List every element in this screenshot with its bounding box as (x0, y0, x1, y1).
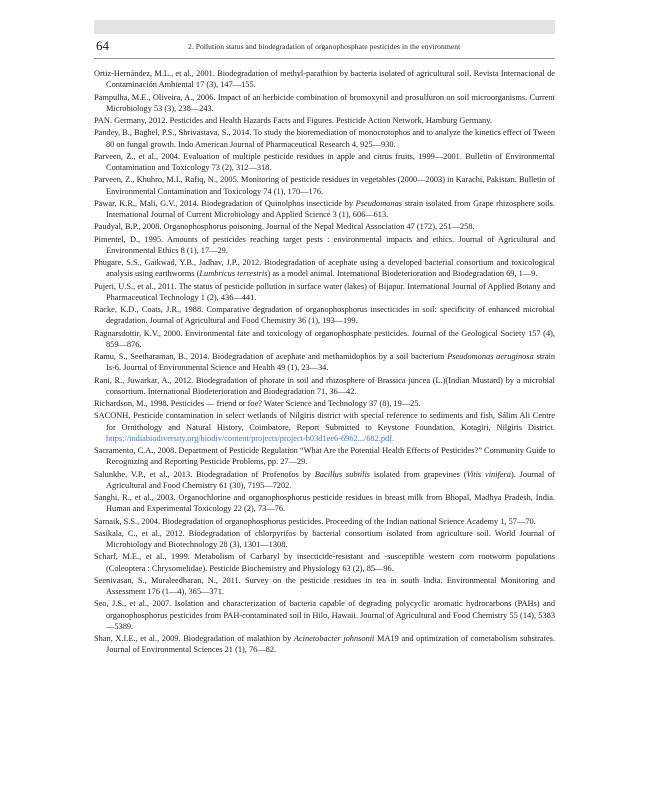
reference-list (94, 68, 555, 657)
running-title: 2. Pollution status and biodegradation of organophosphate pesticides in the environment (188, 42, 461, 51)
reference-entry (94, 516, 555, 527)
reference-text: Pujeri, U.S., et al., 2011. The status of pesticide pollution in surface water (lakes) of Bijapur. International Journal of Applied Botany and Pharmaceutical Technology 1 (2), 436—441. (94, 281, 555, 302)
reference-text: Scharf, M.E., et al., 1999. Metabolism of Carbaryl by insecticide-resistant and -susceptible western corn rootworm populations (Coleoptera : Chrysomelidae). Pesticide Biochemistry and Physiology 63 (2), 85—96. (94, 552, 555, 573)
reference-entry (94, 221, 555, 232)
reference-text: isolated from grapevines ( (370, 469, 467, 479)
reference-text: PAN. Germany, 2012. Pesticides and Health Hazards Facts and Figures. Pesticide Action Network, Hamburg Germany. (94, 116, 492, 125)
reference-entry (94, 551, 555, 573)
reference-text: MA19 and optimization of cometabolism substrates. Journal of Environmental Sciences 21 (1), 76—82. (106, 634, 555, 655)
reference-entry (94, 410, 555, 444)
reference-entry (94, 92, 555, 114)
reference-text: Sacramento, C.A., 2008. Department of Pesticide Regulation “What Are the Potential Health Effects of Pesticides?” Community Guide to Recognizing and Reporting Pesticide Problems, pp. 27—29. (94, 446, 555, 467)
reference-entry (94, 151, 555, 173)
reference-italic-text: Acinetobacter johnsonii (293, 634, 375, 644)
reference-entry (94, 445, 555, 467)
reference-text: Seenivasan, S., Muraleedharan, N., 2011. Survey on the pesticide residues in tea in south India. Environmental Monitoring and Assessment 176 (1—4), 365—371. (94, 575, 555, 597)
reference-entry (94, 575, 555, 597)
reference-entry (94, 198, 555, 220)
reference-italic-text: Vitis vinifera (466, 469, 511, 479)
reference-entry (94, 528, 555, 550)
reference-text: Salunkhe, V.P., et al., 2013. Biodegradation of Profenofos by (94, 469, 315, 479)
reference-entry (94, 351, 555, 373)
reference-text: Pimentel, D., 1995. Amounts of pesticides reaching target pests : environmental impacts and ethics. Journal of Agricultural and Environmental Ethics 8 (1), 17—29. (94, 234, 555, 255)
reference-entry (94, 633, 555, 655)
reference-text: Rani, R., Juwarkar, A., 2012. Biodegradation of phorate in soil and rhizosphere of Brassica juncea (L.)(Indian Mustard) by a microbial consortium. International Biodeterioration and Biodegradation 71, 36—42. (94, 375, 555, 396)
reference-entry (94, 375, 555, 397)
reference-italic-text: Pseudomonas (355, 198, 402, 208)
reference-italic-text: Lumbricus terrestris (199, 269, 268, 279)
reference-entry (94, 304, 555, 326)
reference-text: Pandey, B., Baghel, P.S., Shrivastava, S., 2014. To study the bioremediation of monocrotophos and to analyze the kinetics effect of Tween 80 on fungal growth. Indo American Journal of Pharmaceutical Research 4, 925—930. (94, 128, 555, 149)
reference-entry (94, 398, 555, 409)
reference-entry (94, 127, 555, 149)
reference-text: Sanghi, R., et al., 2003. Organochlorine and organophosphorus pesticide residues in breast milk from Bhopal, Madhya Pradesh, India. Human and Experimental Toxicology 22 (2), 73—76. (94, 493, 555, 514)
reference-text: SACONH, Pesticide contamination in select wetlands of Nilgiris district with special reference to sediments and fish, Sálim Ali Centre for Ornithology and Natural History, Coimbatore. Report Submitted to Keystone Foundation, Kotagiri, Nilgiris District. (94, 411, 555, 432)
reference-entry (94, 598, 555, 632)
reference-text: Paudyal, B.P., 2008. Organophosphorus poisoning. Journal of the Nepal Medical Association 47 (172), 251—258. (94, 222, 475, 232)
reference-entry (94, 234, 555, 256)
reference-text: Parveen, Z., et al., 2004. Evaluation of multiple pesticide residues in apple and citrus fruits, 1999—2001. Bulletin of Environmental Contamination and Toxicology 73 (2), 312—318. (94, 151, 555, 172)
reference-entry (94, 257, 555, 279)
reference-entry (94, 115, 555, 126)
reference-entry (94, 492, 555, 514)
reference-entry (94, 469, 555, 491)
header-bar (94, 20, 555, 34)
page-number: 64 (96, 38, 109, 53)
reference-link[interactable]: https://indiabiodiversity.org/biodiv/content/projects/project-b03d1ee6-6962.../682.pdf. (106, 433, 395, 443)
reference-text: Sarnaik, S.S., 2004. Biodegradation of organophosphorus pesticides. Proceeding of the Indian national Science Academy 1, 57—70. (94, 516, 536, 526)
reference-text: Sasikala, C., et al., 2012. Biodegradation of chlorpyrifos by bacterial consortium isolated from agriculture soil. World Journal of Microbiology and Biotechnology 28 (3), 1301—1308. (94, 528, 555, 550)
reference-text: Seo, J.S., et al., 2007. Isolation and characterization of bacteria capable of degrading polycyclic aromatic hydrocarbons (PAHs) and organophosphorus pesticides from PAH-contaminated soil in Hilo, Hawaii. Journal of Agricultural and Food Chemistry 55 (14), 5383—5389. (94, 599, 555, 631)
reference-text: Ragnarsdottir, K.V., 2000. Environmental fate and toxicology of organophosphate pesticides. Journal of the Geological Society 157 (4), 859—876. (94, 328, 555, 349)
reference-text: Ortiz-Hernández, M.L., et al., 2001. Biodegradation of methyl-parathion by bacteria isolated of agricultural soil. Revista Internacional de Contaminación Ambiental 17 (3), 147—155. (94, 69, 555, 90)
reference-italic-text: Bacillus subtilis (314, 469, 371, 479)
reference-text: Pampulha, M.E., Oliveira, A., 2006. Impact of an herbicide combination of bromoxynil and prosulfuron on soil microorganisms. Current Microbiology 53 (3), 238—243. (94, 92, 555, 113)
reference-text: strain isolated from Grape rhizosphere soils. International Journal of Current Microbiology and Applied Science 3 (1), 606—613. (106, 198, 555, 219)
reference-text: Richardson, M., 1998. Pesticides — friend or foe? Water Science and Technology 37 (8), 19—25. (94, 399, 421, 409)
reference-text: Racke, K.D., Coats, J.R., 1988. Comparative degradation of organophosphorus insecticides in soil: specificity of enhanced microbial degradation. Journal of Agricultural and Food Chemistry 36 (1), 193—199. (94, 305, 555, 326)
reference-text: Pawar, K.R., Mali, G.V., 2014. Biodegradation of Quinolphos insecticide by (94, 198, 356, 208)
reference-text: Phugare, S.S., Gaikwad, Y.B., Jadhav, J.P., 2012. Biodegradation of acephate using a developed bacterial consortium and toxicological analysis using earthworms ( (94, 258, 555, 279)
reference-entry (94, 68, 555, 90)
reference-text: strain Is-6. Journal of Environmental Science and Health 49 (1), 23—34. (106, 352, 556, 373)
reference-text: ) as a model animal. International Biodeterioration and Biodegradation 69, 1—9. (267, 269, 538, 279)
reference-entry (94, 281, 555, 303)
reference-text: Parveen, Z., Khuhro, M.I., Rafiq, N., 2005. Monitoring of pesticide residues in vegetables (2000—2003) in Karachi, Pakistan. Bulletin of Environmental Contamination and Toxicology 74 (1), 170—176. (94, 175, 555, 196)
reference-italic-text: Pseudomonas aeruginosa (447, 352, 534, 362)
reference-text: Shan, X.I.E., et al., 2009. Biodegradation of malathion by (94, 634, 294, 644)
running-header (94, 36, 555, 59)
reference-text: Ramu, S., Seetharaman, B., 2014. Biodegradation of acephate and methamidophos by a soil bacterium (94, 352, 448, 362)
reference-entry (94, 174, 555, 196)
reference-entry (94, 328, 555, 350)
reference-text: ). Journal of Agricultural and Food Chemistry 61 (30), 7195—7202. (106, 469, 555, 490)
